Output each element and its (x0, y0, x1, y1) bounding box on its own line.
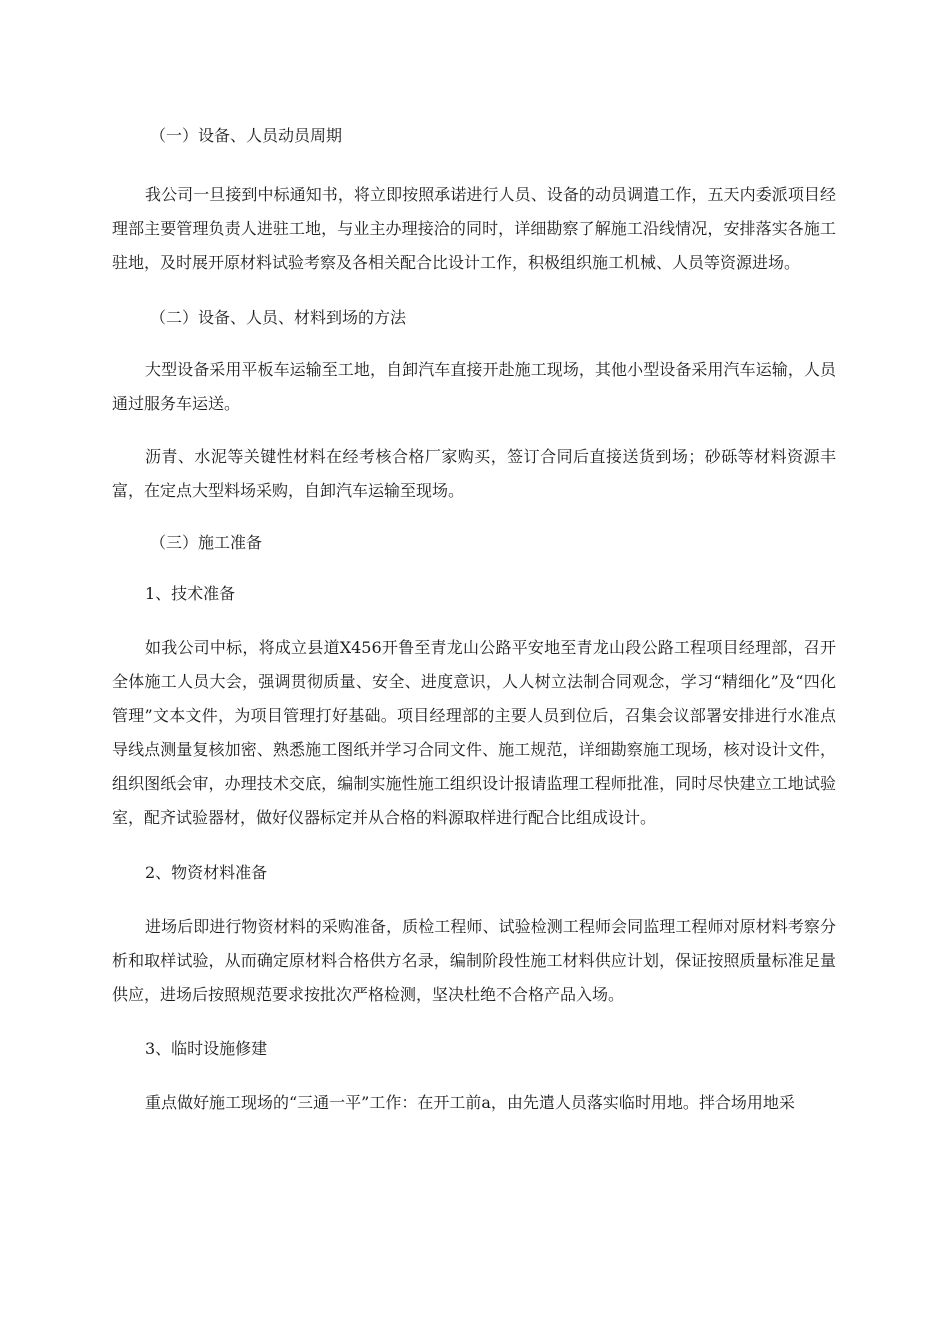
paragraph-temporary-facilities: 重点做好施工现场的“三通一平”工作：在开工前a，由先遣人员落实临时用地。拌合场用地采 (145, 1093, 795, 1112)
paragraph-mobilization: 我公司一旦接到中标通知书，将立即按照承诺进行人员、设备的动员调遣工作，五天内委派项目经理部主要管理负责人进驻工地，与业主办理接洽的同时，详细勘察了解施工沿线情况，安排落实各施工驻地，及时展开原材料试验考察及各相关配合比设计工作，积极组织施工机械、人员等资源进场。 (112, 185, 836, 272)
section-heading-2: （二）设备、人员、材料到场的方法 (150, 308, 407, 327)
subsection-title-temporary-facilities: 3、临时设施修建 (145, 1039, 268, 1058)
section-heading-1: （一）设备、人员动员周期 (150, 126, 343, 145)
paragraph-equipment-transport: 大型设备采用平板车运输至工地，自卸汽车直接开赴施工现场，其他小型设备采用汽车运输，人员通过服务车运送。 (112, 360, 836, 413)
paragraph-technical-prep: 如我公司中标，将成立县道X456开鲁至青龙山公路平安地至青龙山段公路工程项目经理部，召开全体施工人员大会，强调贯彻质量、安全、进度意识，人人树立法制合同观念，学习“精细化”及“四化管理”文本文件，为项目管理打好基础。项目经理部的主要人员到位后，召集会议部署安排进行水准点导线点测量复核加密、熟悉施工图纸并学习合同文件、施工规范，详细勘察施工现场，核对设计文件，组织图纸会审，办理技术交底，编制实施性施工组织设计报请监理工程师批准，同时尽快建立工地试验室，配齐试验器材，做好仪器标定并从合格的料源取样进行配合比组成设计。 (112, 638, 836, 827)
section-heading-3: （三）施工准备 (150, 533, 263, 552)
subsection-title-materials: 2、物资材料准备 (145, 863, 268, 882)
paragraph-material-purchase: 沥青、水泥等关键性材料在经考核合格厂家购买，签订合同后直接送货到场；砂砾等材料资源丰富，在定点大型料场采购，自卸汽车运输至现场。 (112, 447, 836, 500)
paragraph-materials-prep: 进场后即进行物资材料的采购准备，质检工程师、试验检测工程师会同监理工程师对原材料考察分析和取样试验，从而确定原材料合格供方名录，编制阶段性施工材料供应计划，保证按照质量标准足量供应，进场后按照规范要求按批次严格检测，坚决杜绝不合格产品入场。 (112, 917, 836, 1004)
document-page (112, 120, 836, 1120)
subsection-title-technical: 1、技术准备 (145, 584, 236, 603)
